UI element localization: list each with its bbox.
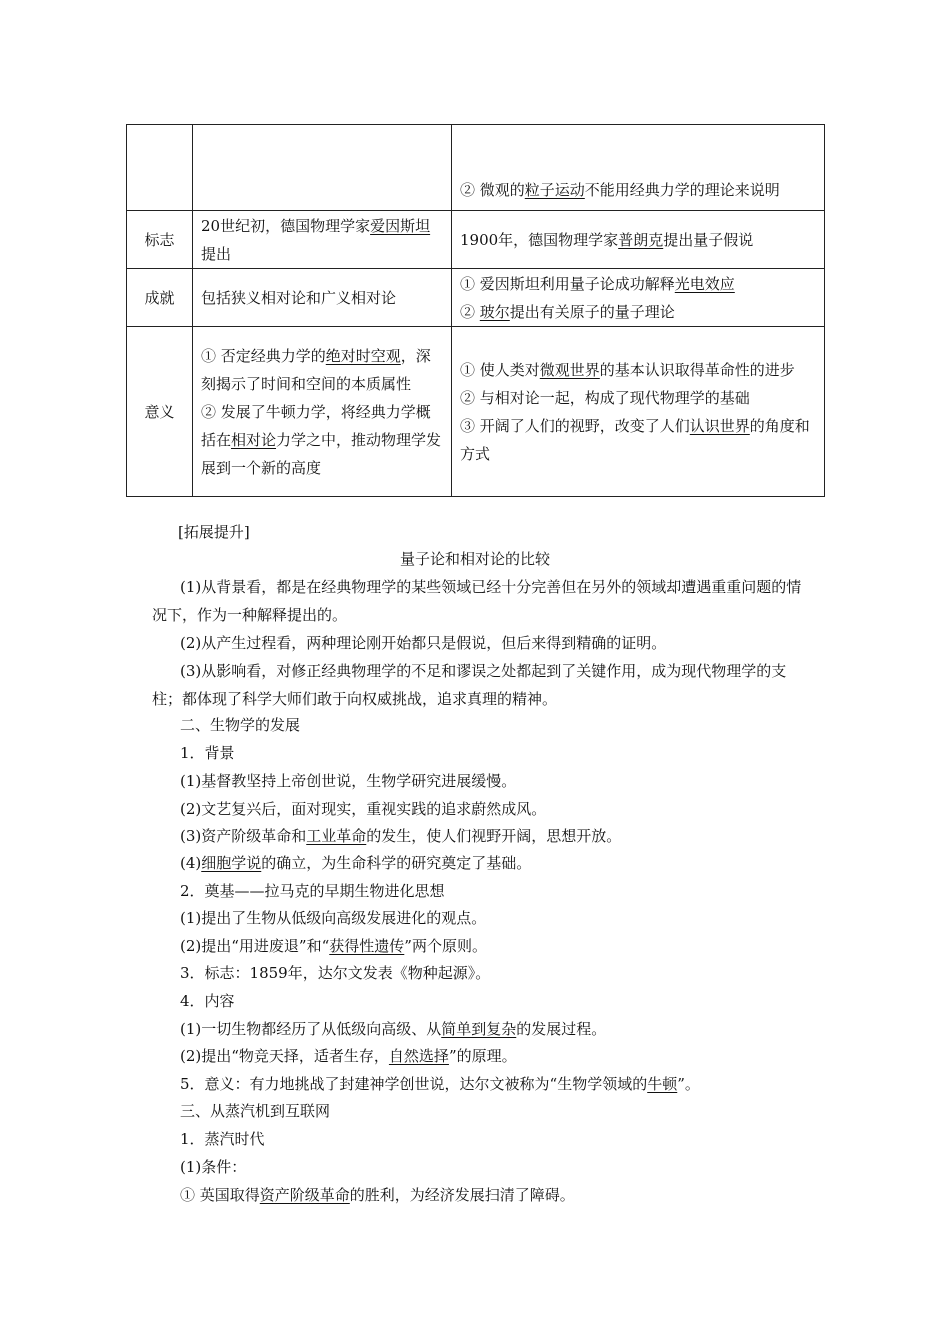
subheading: 1．背景 [180, 744, 235, 762]
quantum-cell: ① 爱因斯坦利用量子论成功解释光电效应 ② 玻尔提出有关原子的量子理论 [452, 269, 825, 327]
paragraph: (3)从影响看，对修正经典物理学的不足和谬误之处都起到了关键作用，成为现代物理学的支柱；都体现了科学大师们敢于向权威挑战，追求真理的精神。 [152, 662, 787, 708]
key-term: 微观世界 [539, 360, 600, 379]
key-term: 相对论 [231, 430, 277, 449]
key-term: 牛顿 [647, 1075, 678, 1093]
key-term: 细胞学说 [201, 854, 262, 872]
relativity-cell [193, 125, 452, 211]
list-item: (1)一切生物都经历了从低级向高级、从简单到复杂的发展过程。 [180, 1020, 607, 1038]
subheading: 3．标志：1859年，达尔文发表《物种起源》。 [180, 964, 491, 982]
quantum-cell: ① 使人类对微观世界的基本认识取得革命性的进步 ② 与相对论一起，构成了现代物理学的基础 ③ 开阔了人们的视野，改变了人们认识世界的角度和方式 [452, 327, 825, 497]
list-item: (2)提出“物竞天择，适者生存，自然选择”的原理。 [180, 1047, 517, 1065]
row-label: 标志 [127, 211, 193, 269]
key-term: 认识世界 [689, 416, 750, 435]
paragraph: (1)从背景看，都是在经典物理学的某些领域已经十分完善但在另外的领域却遭遇重重问题的情况下，作为一种解释提出的。 [152, 578, 802, 624]
subheading: 5．意义：有力地挑战了封建神学创世说，达尔文被称为“生物学领域的牛顿”。 [180, 1075, 700, 1093]
list-item: (1)提出了生物从低级向高级发展进化的观点。 [180, 909, 487, 927]
list-item: (1)条件： [180, 1158, 247, 1176]
list-item: (1)基督教坚持上帝创世说，生物学研究进展缓慢。 [180, 772, 517, 790]
key-term: 粒子运动 [524, 181, 585, 199]
key-term: 工业革命 [306, 827, 367, 845]
key-term: 简单到复杂 [441, 1020, 517, 1038]
subheading: 1．蒸汽时代 [180, 1130, 265, 1148]
key-term: 资产阶级革命 [259, 1186, 350, 1204]
table-row [127, 269, 825, 327]
row-label: 意义 [127, 327, 193, 497]
list-item: ① 英国取得资产阶级革命的胜利，为经济发展扫清了障碍。 [180, 1186, 575, 1204]
key-term: 自然选择 [388, 1047, 449, 1065]
relativity-cell: 20世纪初，德国物理学家爱因斯坦提出 [193, 211, 452, 269]
row-label: 成就 [127, 269, 193, 327]
list-item: (2)提出“用进废退”和“获得性遗传”两个原则。 [180, 937, 487, 955]
table-row [127, 327, 825, 497]
key-term: 获得性遗传 [329, 937, 405, 955]
key-term: 光电效应 [674, 274, 735, 293]
section-title: 量子论和相对论的比较 [399, 550, 550, 568]
quantum-cell: 1900年，德国物理学家普朗克提出量子假说 [452, 211, 825, 269]
key-term: 绝对时空观 [325, 346, 401, 365]
list-item: (4)细胞学说的确立，为生命科学的研究奠定了基础。 [180, 854, 532, 872]
comparison-table [126, 124, 825, 497]
section-heading: 三、从蒸汽机到互联网 [180, 1102, 331, 1120]
list-item: (3)资产阶级革命和工业革命的发生，使人们视野开阔，思想开放。 [180, 827, 622, 845]
expansion-tag: [拓展提升] [178, 523, 250, 541]
key-term: 普朗克 [618, 230, 664, 249]
row-label [127, 125, 193, 211]
table-row [127, 211, 825, 269]
subheading: 4．内容 [180, 992, 235, 1010]
list-item: (2)文艺复兴后，面对现实，重视实践的追求蔚然成风。 [180, 800, 547, 818]
table-row [127, 125, 825, 211]
quantum-cell: ② 微观的粒子运动不能用经典力学的理论来说明 [452, 125, 825, 211]
paragraph: (2)从产生过程看，两种理论刚开始都只是假说，但后来得到精确的证明。 [180, 634, 667, 652]
relativity-cell: 包括狭义相对论和广义相对论 [193, 269, 452, 327]
subheading: 2．奠基——拉马克的早期生物进化思想 [180, 882, 445, 900]
relativity-cell: ① 否定经典力学的绝对时空观，深刻揭示了时间和空间的本质属性 ② 发展了牛顿力学，将经典力学概括在相对论力学之中，推动物理学发展到一个新的高度 [193, 327, 452, 497]
key-term: 爱因斯坦 [370, 216, 431, 235]
section-heading: 二、生物学的发展 [180, 716, 301, 734]
key-term: 玻尔 [479, 302, 510, 321]
